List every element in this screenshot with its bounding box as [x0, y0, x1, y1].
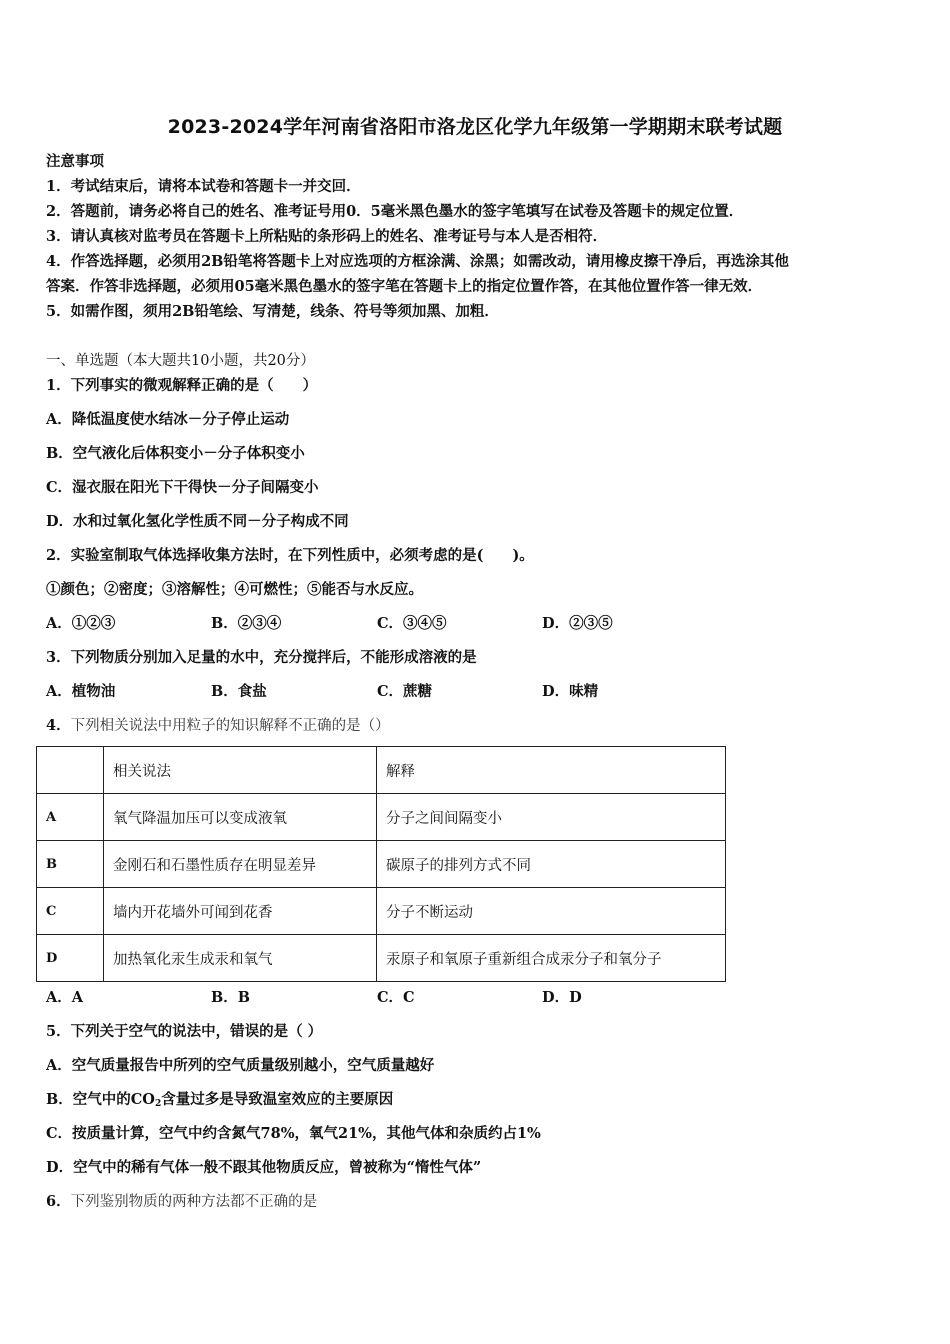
question-1-option-d: D．水和过氧化氢化学性质不同－分子构成不同 [46, 513, 349, 530]
notice-item: 5．如需作图，须用2B铅笔绘、写清楚，线条、符号等须加黑、加粗． [46, 303, 499, 320]
question-3-option-c: C．蔗糖 [377, 683, 433, 700]
table-cell: C [37, 888, 104, 935]
question-5-option-d: D．空气中的稀有气体一般不跟其他物质反应，曾被称为“惰性气体” [46, 1159, 482, 1176]
question-2-stem: 2．实验室制取气体选择收集方法时，在下列性质中，必须考虑的是( )。 [46, 547, 534, 564]
table-cell: 分子之间间隔变小 [377, 794, 726, 841]
table-cell: B [37, 841, 104, 888]
question-3-stem: 3．下列物质分别加入足量的水中，充分搅拌后，不能形成溶液的是 [46, 649, 477, 666]
exam-title: 2023-2024学年河南省洛阳市洛龙区化学九年级第一学期期末联考试题 [167, 116, 783, 138]
table-row [37, 888, 726, 935]
question-4-table [36, 746, 726, 982]
table-cell: A [37, 794, 104, 841]
question-1-stem: 1．下列事实的微观解释正确的是（ ） [46, 377, 318, 394]
question-4-text: 下列相关说法中用粒子的知识解释不正确的是（） [70, 718, 390, 734]
notice-item: 答案．作答非选择题，必须用05毫米黑色墨水的签字笔在答题卡上的指定位置作答，在其他位置作答一律无效． [46, 278, 763, 295]
question-3-option-d: D．味精 [542, 683, 599, 700]
subscript-2: 2 [154, 1099, 162, 1109]
question-4-option-d: D．D [542, 989, 582, 1006]
option-b-text-post: 含量过多是导致温室效应的主要原因 [161, 1091, 394, 1108]
question-2-option-c: C．③④⑤ [377, 615, 447, 632]
question-1-option-a: A．降低温度使水结冰－分子停止运动 [46, 411, 290, 428]
table-cell: 汞原子和氧原子重新组合成汞分子和氧分子 [377, 935, 726, 982]
question-1-option-c: C．湿衣服在阳光下干得快－分子间隔变小 [46, 479, 319, 496]
question-6-stem [46, 1192, 317, 1212]
question-6-text: 下列鉴别物质的两种方法都不正确的是 [70, 1194, 318, 1210]
question-4-option-c: C．C [377, 989, 415, 1006]
notice-item: 2．答题前，请务必将自己的姓名、准考证号用0．5毫米黑色墨水的签字笔填写在试卷及答题卡的规定位置． [46, 203, 744, 220]
table-row [37, 935, 726, 982]
question-3-option-b: B．食盐 [211, 683, 267, 700]
notice-item: 4．作答选择题，必须用2B铅笔将答题卡上对应选项的方框涂满、涂黑；如需改动，请用橡皮擦干净后，再选涂其他 [46, 253, 789, 270]
question-4-number: 4． [46, 717, 71, 734]
table-row [37, 794, 726, 841]
question-2-option-d: D．②③⑤ [542, 615, 613, 632]
table-row [37, 841, 726, 888]
question-4-stem [46, 716, 390, 736]
question-5-option-b [46, 1090, 393, 1114]
question-6-number: 6． [46, 1193, 71, 1210]
question-2-option-b: B．②③④ [211, 615, 282, 632]
option-b-text-pre: B．空气中的CO [46, 1091, 155, 1108]
table-cell: 墙内开花墙外可闻到花香 [104, 888, 377, 935]
section-heading: 一、单选题（本大题共10小题，共20分） [46, 353, 315, 369]
question-1-option-b: B．空气液化后体积变小－分子体积变小 [46, 445, 305, 462]
question-2-properties: ①颜色；②密度；③溶解性；④可燃性；⑤能否与水反应。 [46, 581, 423, 598]
question-5-option-a: A．空气质量报告中所列的空气质量级别越小，空气质量越好 [46, 1057, 435, 1074]
table-cell: 金刚石和石墨性质存在明显差异 [104, 841, 377, 888]
table-header-cell: 解释 [377, 747, 726, 794]
question-4-option-b: B．B [211, 989, 251, 1006]
table-cell: 碳原子的排列方式不同 [377, 841, 726, 888]
table-header-cell: 相关说法 [104, 747, 377, 794]
notice-item: 3．请认真核对监考员在答题卡上所粘贴的条形码上的姓名、准考证号与本人是否相符． [46, 228, 608, 245]
question-5-option-c: C．按质量计算，空气中约含氮气78%，氧气21%，其他气体和杂质约占1% [46, 1125, 541, 1142]
question-5-stem: 5．下列关于空气的说法中，错误的是（ ） [46, 1023, 323, 1040]
table-cell: 加热氧化汞生成汞和氧气 [104, 935, 377, 982]
table-cell: 分子不断运动 [377, 888, 726, 935]
table-header-cell [37, 747, 104, 794]
notice-heading: 注意事项 [46, 153, 104, 170]
question-2-option-a: A．①②③ [46, 615, 116, 632]
question-4-option-a: A．A [46, 989, 84, 1006]
notice-item: 1．考试结束后，请将本试卷和答题卡一并交回． [46, 178, 361, 195]
question-3-option-a: A．植物油 [46, 683, 116, 700]
table-cell: D [37, 935, 104, 982]
table-cell: 氧气降温加压可以变成液氧 [104, 794, 377, 841]
table-header-row [37, 747, 726, 794]
